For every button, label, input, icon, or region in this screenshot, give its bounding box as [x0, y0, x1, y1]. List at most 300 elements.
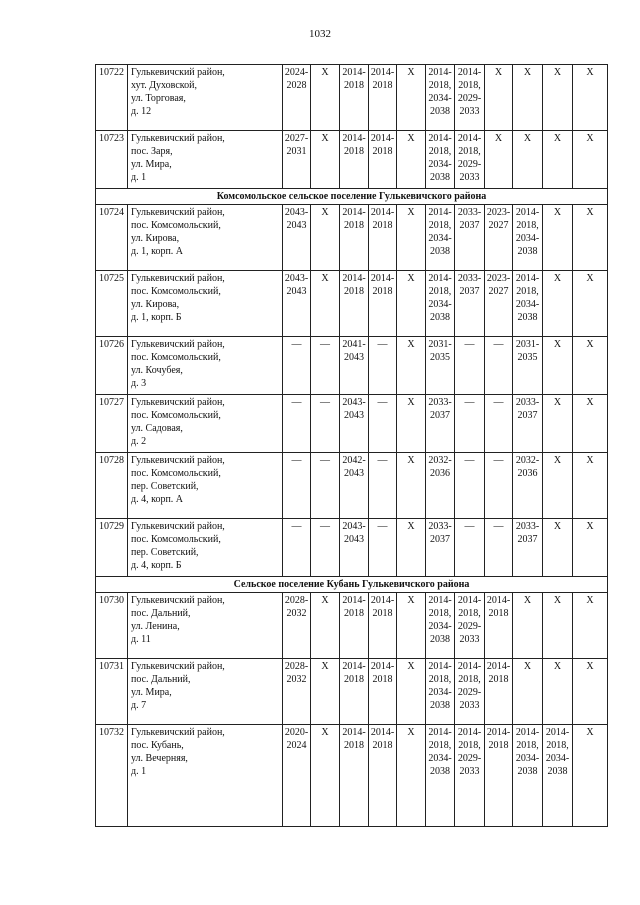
period-cell [311, 519, 340, 577]
address-line: ул. Торговая, [131, 93, 186, 104]
period-value: 2018 [372, 286, 393, 297]
period-value: 2018 [372, 608, 393, 619]
address-cell [128, 453, 283, 519]
period-value: 2014- [370, 595, 395, 606]
period-cell [455, 205, 485, 271]
period-cell [340, 453, 369, 519]
period-value: X [553, 339, 562, 350]
period-value: 2018 [372, 740, 393, 751]
period-value: 2033- [428, 521, 452, 532]
period-value: X [586, 207, 594, 218]
period-value: 2018 [344, 740, 364, 751]
period-cell [397, 131, 426, 189]
period-value: 2018 [344, 286, 364, 297]
period-value: 2034- [545, 753, 570, 764]
period-cell [311, 453, 340, 519]
period-cell [513, 205, 543, 271]
record-number: 10731 [96, 659, 128, 725]
period-value: 2014- [342, 727, 366, 738]
record-number: 10730 [96, 593, 128, 659]
period-cell [369, 395, 397, 453]
table-row [96, 271, 608, 337]
period-value: 2014- [370, 661, 395, 672]
period-cell [283, 593, 311, 659]
period-value: X [494, 67, 503, 78]
table-row [96, 519, 608, 577]
period-value: 2034- [428, 753, 452, 764]
period-value: 2033- [457, 207, 482, 218]
period-value: — [464, 455, 475, 466]
period-value: 2033 [459, 700, 480, 711]
period-value: 2018, [428, 608, 452, 619]
period-value: — [493, 521, 504, 532]
period-cell [485, 131, 513, 189]
period-cell [573, 725, 608, 827]
period-value: X [553, 67, 562, 78]
period-value: X [407, 661, 415, 672]
period-value: 2028 [286, 80, 307, 91]
period-value: X [407, 339, 415, 350]
period-value: 2042- [342, 455, 366, 466]
period-value: 2014- [515, 273, 540, 284]
period-value: 2033 [459, 634, 480, 645]
period-value: 2014- [545, 727, 570, 738]
period-value: 2018, [428, 80, 452, 91]
period-value: — [291, 521, 302, 532]
period-value: X [407, 455, 415, 466]
address-line: ул. Кирова, [131, 233, 180, 244]
period-value: 2020- [284, 727, 309, 738]
period-value: X [407, 397, 415, 408]
period-value: 2038 [430, 634, 450, 645]
period-value: 2018 [344, 80, 364, 91]
period-value: 2038 [517, 246, 538, 257]
period-value: 2018 [344, 608, 364, 619]
period-value: — [493, 339, 504, 350]
period-value: 2029- [457, 159, 482, 170]
record-number: 10729 [96, 519, 128, 577]
period-value: 2034- [428, 233, 452, 244]
period-value: X [586, 727, 594, 738]
period-value: 2014- [342, 67, 366, 78]
period-value: 2034- [428, 93, 452, 104]
period-cell [340, 271, 369, 337]
period-value: 2034- [428, 159, 452, 170]
section-title: Сельское поселение Кубань Гулькевичского района [96, 577, 608, 593]
address-line: Гулькевичский район, [131, 133, 225, 144]
period-value: 2027- [284, 133, 309, 144]
period-value: 2018 [344, 220, 364, 231]
address-cell [128, 725, 283, 827]
period-value: 2036 [430, 468, 450, 479]
period-cell [485, 453, 513, 519]
address-line: пос. Комсомольский, [131, 352, 221, 363]
period-cell [340, 131, 369, 189]
period-value: 2038 [430, 172, 450, 183]
period-value: X [407, 521, 415, 532]
address-line: Гулькевичский район, [131, 67, 225, 78]
address-line: Гулькевичский район, [131, 595, 225, 606]
period-value: 2043- [342, 521, 366, 532]
table-row [96, 725, 608, 827]
table-row [96, 395, 608, 453]
period-value: 2033- [515, 521, 540, 532]
address-cell [128, 659, 283, 725]
period-value: 2037 [517, 410, 538, 421]
period-cell [455, 271, 485, 337]
period-value: 2014- [428, 273, 452, 284]
period-value: 2038 [430, 700, 450, 711]
period-cell [340, 337, 369, 395]
period-value: 2033- [515, 397, 540, 408]
address-line: пос. Комсомольский, [131, 410, 221, 421]
period-cell [397, 725, 426, 827]
period-value: — [377, 521, 388, 532]
address-line: д. 1, корп. А [131, 246, 184, 257]
address-cell [128, 205, 283, 271]
period-value: 2028- [284, 595, 309, 606]
period-value: 2023- [486, 207, 511, 218]
period-cell [340, 659, 369, 725]
record-number: 10728 [96, 453, 128, 519]
period-value: 2043 [344, 352, 364, 363]
period-value: 2014- [370, 67, 395, 78]
period-cell [340, 593, 369, 659]
period-value: — [320, 521, 330, 532]
period-cell [340, 205, 369, 271]
period-value: 2033 [459, 766, 480, 777]
period-value: 2014- [428, 661, 452, 672]
period-value: 2032 [286, 674, 307, 685]
period-cell [455, 659, 485, 725]
table-row [96, 453, 608, 519]
period-cell [369, 659, 397, 725]
period-value: X [553, 661, 562, 672]
address-cell [128, 395, 283, 453]
period-value: 2031- [515, 339, 540, 350]
period-value: X [586, 521, 594, 532]
period-value: X [553, 207, 562, 218]
period-cell [283, 659, 311, 725]
period-value: 2018 [344, 674, 364, 685]
period-cell [340, 725, 369, 827]
period-cell [426, 65, 455, 131]
address-line: пос. Дальний, [131, 608, 191, 619]
address-line: д. 1 [131, 172, 147, 183]
period-value: 2033- [457, 273, 482, 284]
period-value: — [377, 397, 388, 408]
period-cell [311, 337, 340, 395]
period-value: 2023- [486, 273, 511, 284]
period-value: 2014- [342, 133, 366, 144]
period-value: X [586, 455, 594, 466]
period-cell [543, 65, 573, 131]
period-value: 2033- [428, 397, 452, 408]
record-number: 10724 [96, 205, 128, 271]
period-value: 2018, [458, 80, 481, 91]
period-cell [369, 453, 397, 519]
period-cell [513, 519, 543, 577]
period-value: X [586, 273, 594, 284]
period-value: 2024 [286, 740, 307, 751]
period-value: 2018, [458, 146, 481, 157]
address-line: Гулькевичский район, [131, 455, 225, 466]
period-value: 2038 [517, 312, 538, 323]
period-value: 2018 [372, 674, 393, 685]
page-number: 1032 [309, 28, 331, 40]
period-value: 2014- [515, 727, 540, 738]
period-value: 2043 [344, 468, 364, 479]
period-value: 2031 [286, 146, 307, 157]
period-value: X [586, 397, 594, 408]
address-line: Гулькевичский район, [131, 661, 225, 672]
period-value: 2018, [428, 740, 452, 751]
address-cell [128, 519, 283, 577]
period-value: 2034- [515, 753, 540, 764]
address-line: пос. Заря, [131, 146, 173, 157]
period-value: 2014- [428, 207, 452, 218]
period-value: 2043 [286, 220, 307, 231]
period-cell [426, 337, 455, 395]
period-value: 2038 [430, 312, 450, 323]
period-cell [397, 337, 426, 395]
period-value: 2035 [430, 352, 450, 363]
period-value: 2014- [486, 661, 511, 672]
period-value: 2034- [515, 233, 540, 244]
period-cell [485, 593, 513, 659]
period-cell [485, 659, 513, 725]
period-value: 2029- [457, 621, 482, 632]
period-value: X [321, 207, 329, 218]
period-value: 2037 [517, 534, 538, 545]
period-cell [543, 337, 573, 395]
period-value: 2018, [428, 674, 452, 685]
period-cell [455, 725, 485, 827]
address-line: ул. Садовая, [131, 423, 183, 434]
address-line: пос. Кубань, [131, 740, 184, 751]
period-value: 2018, [428, 146, 452, 157]
period-cell [513, 453, 543, 519]
address-line: пер. Советский, [131, 481, 199, 492]
period-cell [311, 593, 340, 659]
address-line: Гулькевичский район, [131, 727, 225, 738]
period-cell [485, 395, 513, 453]
period-cell [426, 519, 455, 577]
address-line: Гулькевичский район, [131, 207, 225, 218]
period-cell [573, 395, 608, 453]
period-value: X [407, 727, 415, 738]
period-value: X [553, 521, 562, 532]
period-value: 2032- [428, 455, 452, 466]
address-line: пос. Комсомольский, [131, 468, 221, 479]
period-value: — [320, 339, 330, 350]
period-cell [369, 519, 397, 577]
period-value: X [523, 661, 532, 672]
period-cell [543, 453, 573, 519]
address-line: Гулькевичский район, [131, 273, 225, 284]
period-cell [283, 65, 311, 131]
period-value: 2037 [459, 220, 480, 231]
period-value: 2014- [428, 727, 452, 738]
period-cell [283, 519, 311, 577]
address-line: хут. Духовской, [131, 80, 197, 91]
period-value: 2036 [517, 468, 538, 479]
period-cell [513, 395, 543, 453]
address-line: Гулькевичский район, [131, 339, 225, 350]
period-value: 2018 [372, 146, 393, 157]
address-line: д. 4, корп. А [131, 494, 184, 505]
period-value: 2014- [457, 595, 482, 606]
period-value: X [553, 595, 562, 606]
period-cell [543, 271, 573, 337]
period-value: 2043 [344, 534, 364, 545]
period-cell [573, 593, 608, 659]
table-row [96, 131, 608, 189]
address-line: д. 12 [131, 106, 152, 117]
address-line: ул. Кочубея, [131, 365, 183, 376]
address-cell [128, 271, 283, 337]
period-value: 2043- [342, 397, 366, 408]
period-cell [573, 453, 608, 519]
record-number: 10726 [96, 337, 128, 395]
period-value: 2027 [488, 286, 509, 297]
table-row [96, 65, 608, 131]
period-value: 2038 [547, 766, 568, 777]
address-line: ул. Вечерняя, [131, 753, 188, 764]
period-value: 2038 [430, 246, 450, 257]
period-value: 2034- [428, 299, 452, 310]
period-cell [573, 519, 608, 577]
period-cell [397, 205, 426, 271]
period-cell [513, 337, 543, 395]
period-cell [455, 453, 485, 519]
period-value: 2018, [516, 220, 539, 231]
period-value: 2043 [344, 410, 364, 421]
period-value: 2035 [517, 352, 538, 363]
period-value: X [321, 133, 329, 144]
period-cell [513, 65, 543, 131]
period-cell [573, 65, 608, 131]
period-value: X [494, 133, 503, 144]
period-cell [397, 519, 426, 577]
period-cell [369, 337, 397, 395]
period-value: — [377, 455, 388, 466]
period-cell [455, 337, 485, 395]
period-value: — [493, 455, 504, 466]
period-value: 2041- [342, 339, 366, 350]
address-line: пос. Комсомольский, [131, 220, 221, 231]
period-cell [485, 519, 513, 577]
period-value: 2024- [284, 67, 309, 78]
period-value: X [407, 207, 415, 218]
period-value: 2018 [488, 740, 509, 751]
address-line: ул. Мира, [131, 687, 172, 698]
section-header-row [96, 189, 608, 205]
table-row [96, 205, 608, 271]
period-value: 2027 [488, 220, 509, 231]
period-value: — [291, 455, 302, 466]
period-value: X [553, 397, 562, 408]
period-cell [397, 65, 426, 131]
period-cell [311, 725, 340, 827]
period-cell [426, 725, 455, 827]
period-value: 2032 [286, 608, 307, 619]
period-cell [369, 725, 397, 827]
period-cell [426, 271, 455, 337]
period-value: X [586, 133, 594, 144]
period-cell [426, 453, 455, 519]
period-value: X [407, 273, 415, 284]
record-number: 10723 [96, 131, 128, 189]
period-cell [485, 65, 513, 131]
period-value: 2014- [342, 207, 366, 218]
period-value: 2043- [284, 273, 309, 284]
record-number: 10727 [96, 395, 128, 453]
period-cell [283, 725, 311, 827]
period-value: 2038 [517, 766, 538, 777]
address-line: пос. Дальний, [131, 674, 191, 685]
period-value: 2014- [342, 661, 366, 672]
period-value: 2014- [457, 661, 482, 672]
period-value: X [523, 595, 532, 606]
period-cell [311, 271, 340, 337]
period-value: X [586, 339, 594, 350]
address-line: ул. Ленина, [131, 621, 180, 632]
table-body [96, 65, 608, 827]
period-value: 2014- [457, 133, 482, 144]
period-value: 2014- [457, 67, 482, 78]
period-value: 2018 [488, 608, 509, 619]
period-value: 2018, [546, 740, 569, 751]
period-cell [573, 205, 608, 271]
period-value: 2033 [459, 106, 480, 117]
address-line: д. 7 [131, 700, 147, 711]
period-value: 2014- [428, 67, 452, 78]
period-value: 2037 [459, 286, 480, 297]
period-value: 2029- [457, 93, 482, 104]
period-value: 2034- [515, 299, 540, 310]
period-value: 2034- [428, 621, 452, 632]
period-value: — [464, 521, 475, 532]
address-line: д. 11 [131, 634, 151, 645]
period-value: X [523, 133, 532, 144]
period-cell [455, 593, 485, 659]
period-cell [426, 593, 455, 659]
period-value: 2031- [428, 339, 452, 350]
period-value: X [586, 67, 594, 78]
period-cell [485, 725, 513, 827]
period-value: X [321, 273, 329, 284]
period-cell [485, 337, 513, 395]
period-cell [283, 337, 311, 395]
period-value: 2014- [428, 595, 452, 606]
period-cell [369, 593, 397, 659]
period-cell [311, 65, 340, 131]
period-value: 2038 [430, 766, 450, 777]
period-cell [543, 519, 573, 577]
address-line: д. 2 [131, 436, 147, 447]
period-cell [513, 131, 543, 189]
address-line: Гулькевичский район, [131, 521, 225, 532]
period-value: X [321, 595, 329, 606]
period-cell [283, 205, 311, 271]
period-cell [397, 271, 426, 337]
period-cell [543, 593, 573, 659]
period-cell [369, 205, 397, 271]
period-cell [455, 395, 485, 453]
address-line: Гулькевичский район, [131, 397, 225, 408]
period-value: 2032- [515, 455, 540, 466]
